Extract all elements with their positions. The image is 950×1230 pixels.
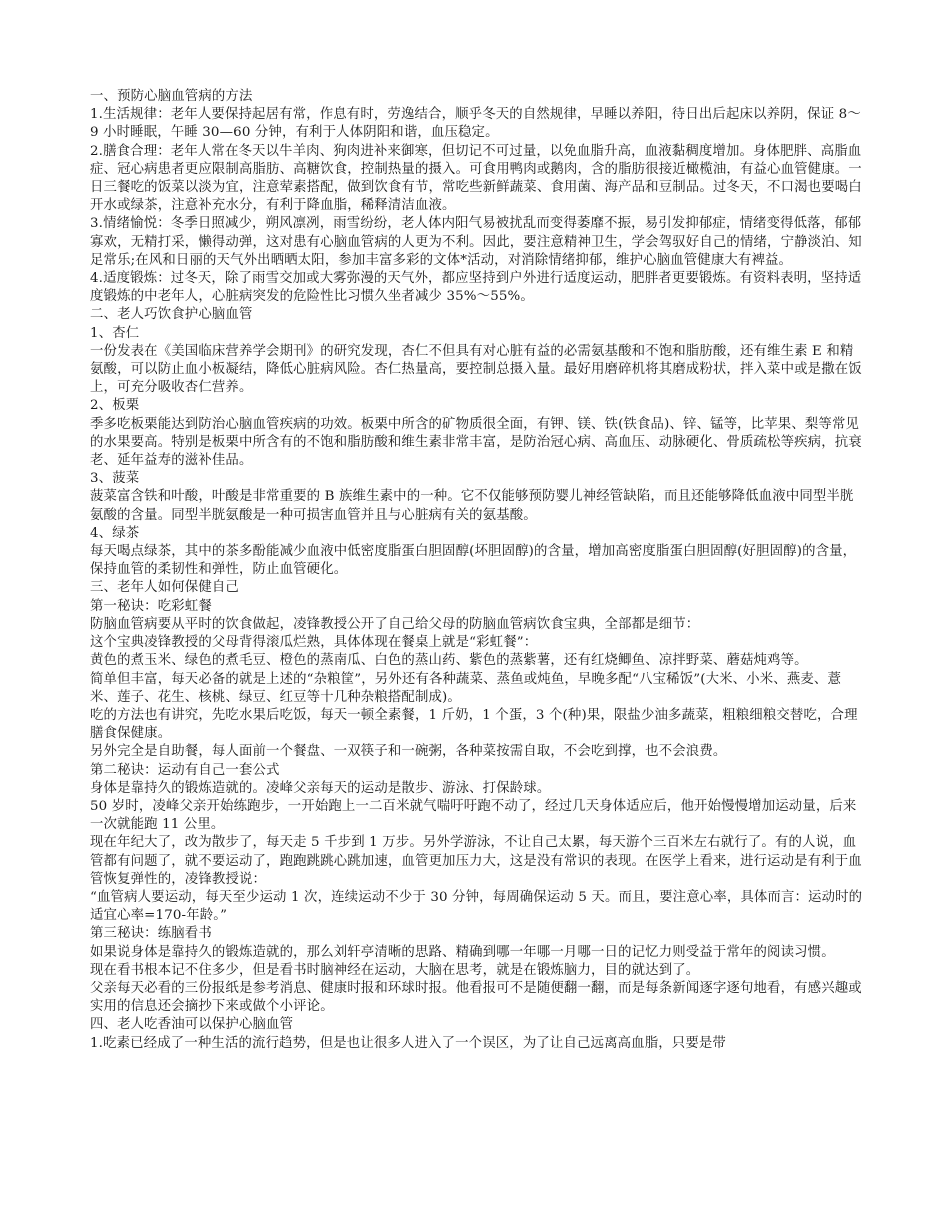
- section-heading-4: 四、老人吃香油可以保护心脑血管: [90, 1017, 294, 1033]
- paragraph: 防脑血管病要从平时的饮食做起，凌锋教授公开了自己给父母的防脑血管病饮食宝典，全部都是细节：: [90, 616, 700, 632]
- paragraph: 50 岁时，凌峰父亲开始练跑步，一开始跑上一二百米就气喘吁吁跑不动了，经过几天身体适应后，他开始慢慢增加运动量，后来一次就能跑 11 公里。: [90, 798, 857, 833]
- paragraph: 黄色的煮玉米、绿色的煮毛豆、橙色的蒸南瓜、白色的蒸山药、紫色的蒸紫薯，还有红烧鲫鱼、凉拌野菜、蘑菇炖鸡等。: [90, 653, 808, 669]
- subheading: 第三秘诀：练脑看书: [90, 926, 212, 942]
- paragraph: 现在看书根本记不住多少，但是看书时脑神经在运动，大脑在思考，就是在锻炼脑力，目的就达到了。: [90, 962, 700, 978]
- subheading: 第一秘诀：吃彩虹餐: [90, 598, 212, 614]
- quote-paragraph: “血管病人要运动，每天至少运动 1 次，连续运动不少于 30 分钟，每周确保运动 5 天。而且，要注意心率，具体而言：运动时的适宜心率=170-年龄。”: [90, 889, 863, 924]
- paragraph: 季多吃板栗能达到防治心脑血管疾病的功效。板栗中所含的矿物质很全面，有钾、镁、铁(铁食品)、锌、锰等，比苹果、梨等常见的水果要高。特别是板栗中所含有的不饱和脂肪酸和维生素非常丰富，是防治冠心病、高血压、动脉硬化、骨质疏松等疾病，抗衰老、延年益寿的滋补佳品。: [90, 416, 862, 469]
- paragraph: 菠菜富含铁和叶酸，叶酸是非常重要的 B 族维生素中的一种。它不仅能够预防婴儿神经管缺陷，而且还能够降低血液中同型半胱氨酸的含量。同型半胱氨酸是一种可损害血管并且与心脏病有关的氨基酸。: [90, 489, 854, 523]
- subheading: 3、菠菜: [90, 471, 140, 487]
- paragraph: 父亲每天必看的三份报纸是参考消息、健康时报和环球时报。他看报可不是随便翻一翻，而是每条新闻逐字逐句地看，有感兴趣或实用的信息还会摘抄下来或做个小评论。: [90, 980, 862, 1015]
- section-heading-2: 二、老人巧饮食护心脑血管: [90, 307, 253, 323]
- document-body: [90, 88, 866, 1053]
- section-heading-1: 一、预防心脑血管病的方法: [90, 89, 253, 104]
- section-heading-3: 三、老年人如何保健自己: [90, 580, 239, 596]
- paragraph: 一份发表在《美国临床营养学会期刊》的研究发现，杏仁不但具有对心脏有益的必需氨基酸和不饱和脂肪酸，还有维生素 E 和精氨酸，可以防止血小板凝结，降低心脏病风险。杏仁热量高，要控制总摄入量。最好用磨碎机将其磨成粉状，拌入菜中或是撒在饭上，可充分吸收杏仁营养。: [90, 343, 862, 396]
- subheading: 2、板栗: [90, 398, 140, 414]
- paragraph: 身体是靠持久的锻炼造就的。凌峰父亲每天的运动是散步、游泳、打保龄球。: [90, 780, 551, 796]
- paragraph: 每天喝点绿茶，其中的茶多酚能减少血液中低密度脂蛋白胆固醇(坏胆固醇)的含量，增加高密度脂蛋白胆固醇(好胆固醇)的含量，保持血管的柔韧性和弹性，防止血管硬化。: [90, 544, 857, 578]
- paragraph: 2.膳食合理：老年人常在冬天以牛羊肉、狗肉进补来御寒，但切记不可过量，以免血脂升高，血液黏稠度增加。身体肥胖、高脂血症、冠心病患者更应限制高脂肪、高糖饮食，控制热量的摄入。可食用鸭肉或鹅肉，含的脂肪很接近橄榄油，有益心血管健康。一日三餐吃的饭菜以淡为宜，注意荤素搭配，做到饮食有节，常吃些新鲜蔬菜、食用菌、海产品和豆制品。过冬天，不口渴也要喝白开水或绿茶，注意补充水分，有利于降血脂，稀释清洁血液。: [90, 143, 862, 214]
- paragraph: 现在年纪大了，改为散步了，每天走 5 千步到 1 万步。另外学游泳，不让自己太累，每天游个三百米左右就行了。有的人说，血管都有问题了，就不要运动了，跑跑跳跳心跳加速，血管更加压力大，这是没有常识的表现。在医学上看来，进行运动是有利于血管恢复弹性的，凌锋教授说：: [90, 835, 862, 887]
- paragraph: 另外完全是自助餐，每人面前一个餐盘、一双筷子和一碗粥，各种菜按需自取，不会吃到撑，也不会浪费。: [90, 744, 727, 760]
- paragraph: 这个宝典凌锋教授的父母背得滚瓜烂熟，具体体现在餐桌上就是“彩虹餐”：: [90, 635, 538, 651]
- paragraph: 吃的方法也有讲究，先吃水果后吃饭，每天一顿全素餐，1 斤奶，1 个蛋，3 个(种)果，限盐少油多蔬菜，粗粮细粮交替吃，合理膳食保健康。: [90, 707, 858, 742]
- subheading: 4、绿茶: [90, 525, 140, 541]
- paragraph: 4.适度锻炼：过冬天，除了雨雪交加或大雾弥漫的天气外，都应坚持到户外进行适度运动，肥胖者更要锻炼。有资料表明，坚持适度锻炼的中老年人，心脏病突发的危险性比习惯久坐者减少 35%～55%。: [90, 271, 862, 305]
- paragraph: 简单但丰富，每天必备的就是上述的“杂粮筐”，另外还有各种蔬菜、蒸鱼或炖鱼，早晚多配“八宝稀饭”(大米、小米、燕麦、薏米、莲子、花生、核桃、绿豆、红豆等十几种杂粮搭配制成)。: [90, 671, 842, 705]
- subheading: 1、杏仁: [90, 325, 140, 341]
- subheading: 第二秘诀：运动有自己一套公式: [90, 762, 280, 778]
- paragraph: 如果说身体是靠持久的锻炼造就的，那么刘轩亭清晰的思路、精确到哪一年哪一月哪一日的记忆力则受益于常年的阅读习惯。: [90, 944, 835, 960]
- paragraph: 1.吃素已经成了一种生活的流行趋势，但是也让很多人进入了一个误区，为了让自己远离高血脂，只要是带: [90, 1035, 726, 1051]
- paragraph: 3.情绪愉悦：冬季日照减少，朔风凛冽，雨雪纷纷，老人体内阳气易被扰乱而变得萎靡不振，易引发抑郁症，情绪变得低落，郁郁寡欢，无精打采，懒得动弹，这对患有心脑血管病的人更为不利。因此，要注意精神卫生，学会驾驭好自己的情绪，宁静淡泊、知足常乐;在风和日丽的天气外出晒晒太阳，参加丰富多彩的文体*活动，对消除情绪抑郁，维护心脑血管健康大有裨益。: [90, 216, 862, 268]
- paragraph: 1.生活规律：老年人要保持起居有常，作息有时，劳逸结合，顺乎冬天的自然规律，早睡以养阳，待日出后起床以养阴，保证 8～9 小时睡眠，午睡 30—60 分钟，有利于人体阴阳和谐，血压稳定。: [90, 107, 861, 141]
